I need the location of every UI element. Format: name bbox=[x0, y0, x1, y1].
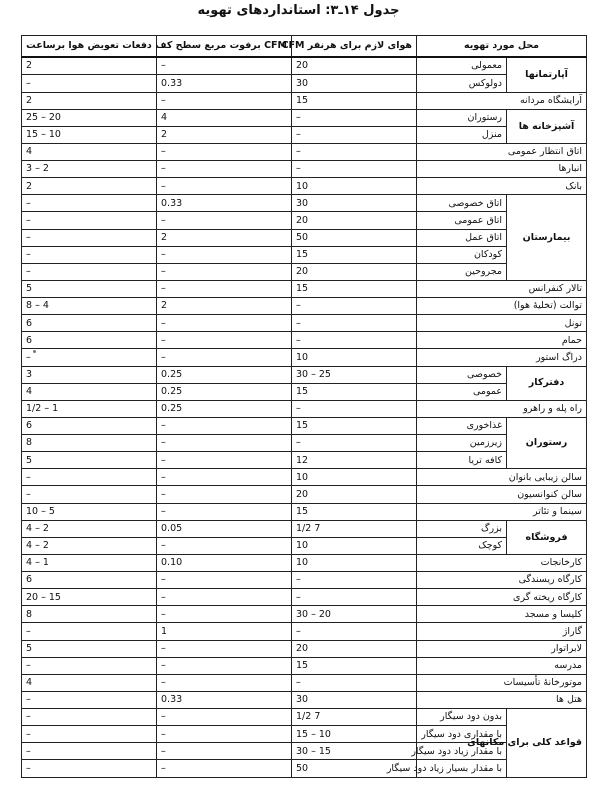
table-row bbox=[22, 486, 587, 503]
air-changes-cell: 5 bbox=[22, 280, 157, 297]
table-row bbox=[22, 263, 587, 280]
table-row bbox=[22, 657, 587, 674]
air-per-person-cell: 10 – 15 bbox=[292, 726, 417, 743]
air-changes-cell: – bbox=[22, 246, 157, 263]
air-changes-cell: – bbox=[22, 691, 157, 708]
cfm-per-floor-cell: 4 bbox=[157, 109, 292, 126]
air-per-person-cell: 20 bbox=[292, 486, 417, 503]
air-changes-cell: 2 bbox=[22, 178, 157, 195]
air-per-person-cell: – bbox=[292, 143, 417, 160]
cfm-per-floor-cell: – bbox=[157, 606, 292, 623]
air-changes-cell: 10 – 15 bbox=[22, 126, 157, 143]
air-per-person-cell: – bbox=[292, 332, 417, 349]
air-changes-cell: – bbox=[22, 349, 157, 366]
sublocation-cell: با مقدار زیاد دود سیگار bbox=[417, 743, 507, 760]
table-row bbox=[22, 143, 587, 160]
air-changes-cell: – bbox=[22, 760, 157, 778]
cfm-per-floor-cell: 0.25 bbox=[157, 366, 292, 383]
air-per-person-cell: 20 bbox=[292, 640, 417, 657]
air-per-person-cell: 50 bbox=[292, 229, 417, 246]
location-cell: موتورخانهٔ تأسیسات bbox=[417, 674, 587, 691]
table-row bbox=[22, 366, 587, 383]
air-per-person-cell: – bbox=[292, 589, 417, 606]
air-changes-cell: – bbox=[22, 623, 157, 640]
air-per-person-cell: 15 bbox=[292, 246, 417, 263]
cfm-per-floor-cell: 0.05 bbox=[157, 520, 292, 537]
air-per-person-cell: 15 – 30 bbox=[292, 743, 417, 760]
air-changes-cell: 8 bbox=[22, 435, 157, 452]
cfm-per-floor-cell: – bbox=[157, 657, 292, 674]
table-row bbox=[22, 280, 587, 297]
table-row bbox=[22, 640, 587, 657]
group-cell: آشپزخانه ها bbox=[507, 109, 587, 143]
cfm-per-floor-cell: 2 bbox=[157, 298, 292, 315]
air-changes-cell: – bbox=[22, 709, 157, 726]
air-per-person-cell: – bbox=[292, 161, 417, 178]
table-row bbox=[22, 92, 587, 109]
location-cell: تونل bbox=[417, 315, 587, 332]
table-row bbox=[22, 623, 587, 640]
table-row bbox=[22, 572, 587, 589]
air-changes-cell: 1 – 1/2 bbox=[22, 400, 157, 417]
cfm-per-floor-cell: 0.25 bbox=[157, 383, 292, 400]
air-per-person-cell: 15 bbox=[292, 92, 417, 109]
air-per-person-cell: 7 1/2 bbox=[292, 709, 417, 726]
air-per-person-cell: 7 1/2 bbox=[292, 520, 417, 537]
air-changes-cell: 6 bbox=[22, 417, 157, 434]
cfm-per-floor-cell: – bbox=[157, 280, 292, 297]
air-changes-cell: – bbox=[22, 726, 157, 743]
sublocation-cell: زیرزمین bbox=[417, 435, 507, 452]
table-row bbox=[22, 298, 587, 315]
air-changes-cell: – bbox=[22, 657, 157, 674]
cfm-per-floor-cell: – bbox=[157, 178, 292, 195]
sublocation-cell: معمولی bbox=[417, 57, 507, 75]
group-cell: قواعد کلی برای مکانهای bbox=[507, 709, 587, 778]
cfm-per-floor-cell: – bbox=[157, 452, 292, 469]
table-row bbox=[22, 349, 587, 366]
location-cell: راه پله و راهرو bbox=[417, 400, 587, 417]
cfm-per-floor-cell: – bbox=[157, 743, 292, 760]
air-per-person-cell: 10 bbox=[292, 469, 417, 486]
air-changes-cell: 20 – 25 bbox=[22, 109, 157, 126]
cfm-per-floor-cell: 1 bbox=[157, 623, 292, 640]
cfm-per-floor-cell: – bbox=[157, 537, 292, 554]
table-header-row bbox=[22, 36, 587, 58]
table-row bbox=[22, 57, 587, 75]
table-row bbox=[22, 503, 587, 520]
location-cell: کلیسا و مسجد bbox=[417, 606, 587, 623]
air-changes-cell: – bbox=[22, 195, 157, 212]
table-row bbox=[22, 126, 587, 143]
air-per-person-cell: 15 bbox=[292, 503, 417, 520]
cfm-per-floor-cell: – bbox=[157, 246, 292, 263]
air-changes-cell: 2 bbox=[22, 57, 157, 75]
group-cell: دفترکار bbox=[507, 366, 587, 400]
header-cfm-per-floor: CFM برفوت مربع سطح کف bbox=[157, 36, 292, 58]
air-changes-cell: 6 bbox=[22, 572, 157, 589]
air-per-person-cell: 25 – 30 bbox=[292, 366, 417, 383]
table-row bbox=[22, 229, 587, 246]
air-per-person-cell: 30 bbox=[292, 691, 417, 708]
air-changes-cell: 6 bbox=[22, 315, 157, 332]
air-changes-cell: 4 bbox=[22, 674, 157, 691]
air-changes-cell: 4 bbox=[22, 383, 157, 400]
location-cell: هتل ها bbox=[417, 691, 587, 708]
air-per-person-cell: 30 bbox=[292, 195, 417, 212]
cfm-per-floor-cell: 2 bbox=[157, 229, 292, 246]
cfm-per-floor-cell: – bbox=[157, 760, 292, 778]
air-changes-cell: 5 – 10 bbox=[22, 503, 157, 520]
location-cell: کارخانجات bbox=[417, 554, 587, 571]
table-row bbox=[22, 400, 587, 417]
header-air-changes: دفعات تعویض هوا برساعت bbox=[22, 36, 157, 58]
sublocation-cell: اتاق خصوصی bbox=[417, 195, 507, 212]
cfm-per-floor-cell: 0.33 bbox=[157, 195, 292, 212]
air-per-person-cell: – bbox=[292, 400, 417, 417]
location-cell: انبارها bbox=[417, 161, 587, 178]
table-row bbox=[22, 178, 587, 195]
cfm-per-floor-cell: – bbox=[157, 640, 292, 657]
group-cell: بیمارستان bbox=[507, 195, 587, 281]
table-row bbox=[22, 554, 587, 571]
air-changes-cell: – bbox=[22, 212, 157, 229]
sublocation-cell: بدون دود سیگار bbox=[417, 709, 507, 726]
table-row bbox=[22, 75, 587, 92]
air-changes-cell: – bbox=[22, 229, 157, 246]
table-row bbox=[22, 469, 587, 486]
cfm-per-floor-cell: 0.33 bbox=[157, 691, 292, 708]
air-changes-cell: – bbox=[22, 743, 157, 760]
air-changes-cell: – bbox=[22, 469, 157, 486]
table-row bbox=[22, 383, 587, 400]
location-cell: سالن زیبایی بانوان bbox=[417, 469, 587, 486]
cfm-per-floor-cell: – bbox=[157, 143, 292, 160]
table-row bbox=[22, 452, 587, 469]
air-changes-cell: 5 bbox=[22, 640, 157, 657]
table-row bbox=[22, 760, 587, 778]
group-cell: آپارتمانها bbox=[507, 57, 587, 92]
air-per-person-cell: 15 bbox=[292, 657, 417, 674]
header-location: محل مورد تهویه bbox=[417, 36, 587, 58]
sublocation-cell: کودکان bbox=[417, 246, 507, 263]
air-per-person-cell: – bbox=[292, 623, 417, 640]
air-per-person-cell: – bbox=[292, 572, 417, 589]
sublocation-cell: اتاق عمومی bbox=[417, 212, 507, 229]
air-per-person-cell: 10 bbox=[292, 349, 417, 366]
air-changes-cell: – bbox=[22, 263, 157, 280]
cfm-per-floor-cell: – bbox=[157, 503, 292, 520]
air-changes-cell: 2 – 4 bbox=[22, 520, 157, 537]
air-changes-cell: 4 – 8 bbox=[22, 298, 157, 315]
cfm-per-floor-cell: 0.25 bbox=[157, 400, 292, 417]
table-row bbox=[22, 161, 587, 178]
scan-speck bbox=[33, 350, 36, 353]
cfm-per-floor-cell: – bbox=[157, 435, 292, 452]
ventilation-standards-table bbox=[21, 35, 587, 778]
cfm-per-floor-cell: – bbox=[157, 726, 292, 743]
table-row bbox=[22, 332, 587, 349]
air-per-person-cell: 15 bbox=[292, 383, 417, 400]
air-changes-cell: 2 bbox=[22, 92, 157, 109]
table-row bbox=[22, 520, 587, 537]
air-changes-cell: 2 – 3 bbox=[22, 161, 157, 178]
group-cell: رستوران bbox=[507, 417, 587, 468]
cfm-per-floor-cell: – bbox=[157, 349, 292, 366]
table-row bbox=[22, 537, 587, 554]
cfm-per-floor-cell: – bbox=[157, 315, 292, 332]
table-row bbox=[22, 315, 587, 332]
air-per-person-cell: 20 bbox=[292, 57, 417, 75]
cfm-per-floor-cell: – bbox=[157, 263, 292, 280]
table-row bbox=[22, 212, 587, 229]
cfm-per-floor-cell: – bbox=[157, 161, 292, 178]
location-cell: مدرسه bbox=[417, 657, 587, 674]
location-cell: بانک bbox=[417, 178, 587, 195]
group-cell: فروشگاه bbox=[507, 520, 587, 554]
table-title: جدول ۱۴ـ۳: استانداردهای تهویه bbox=[197, 3, 400, 18]
cfm-per-floor-cell: 0.10 bbox=[157, 554, 292, 571]
sublocation-cell: با مقدار بسیار زیاد دود سیگار bbox=[417, 760, 507, 778]
sublocation-cell: اتاق عمل bbox=[417, 229, 507, 246]
air-per-person-cell: 10 bbox=[292, 537, 417, 554]
cfm-per-floor-cell: – bbox=[157, 417, 292, 434]
air-changes-cell: – bbox=[22, 486, 157, 503]
location-cell: سینما و تئاتر bbox=[417, 503, 587, 520]
air-changes-cell: 1 – 4 bbox=[22, 554, 157, 571]
table-body bbox=[22, 57, 587, 778]
air-per-person-cell: 10 bbox=[292, 178, 417, 195]
sublocation-cell: دولوکس bbox=[417, 75, 507, 92]
air-per-person-cell: 10 bbox=[292, 554, 417, 571]
location-cell: گاراژ bbox=[417, 623, 587, 640]
table-row bbox=[22, 674, 587, 691]
table-row bbox=[22, 417, 587, 434]
air-per-person-cell: – bbox=[292, 126, 417, 143]
air-changes-cell: 4 bbox=[22, 143, 157, 160]
location-cell: حمام bbox=[417, 332, 587, 349]
cfm-per-floor-cell: – bbox=[157, 469, 292, 486]
air-per-person-cell: 20 bbox=[292, 263, 417, 280]
location-cell: دراگ استور bbox=[417, 349, 587, 366]
air-changes-cell: 6 bbox=[22, 332, 157, 349]
sublocation-cell: مجروحین bbox=[417, 263, 507, 280]
sublocation-cell: کوچک bbox=[417, 537, 507, 554]
sublocation-cell: کافه تریا bbox=[417, 452, 507, 469]
cfm-per-floor-cell: – bbox=[157, 332, 292, 349]
location-cell: کارگاه ریسندگی bbox=[417, 572, 587, 589]
table-row bbox=[22, 109, 587, 126]
air-per-person-cell: 30 bbox=[292, 75, 417, 92]
air-per-person-cell: 50 bbox=[292, 760, 417, 778]
air-per-person-cell: 20 – 30 bbox=[292, 606, 417, 623]
air-changes-cell: 8 bbox=[22, 606, 157, 623]
air-per-person-cell: 15 bbox=[292, 280, 417, 297]
air-per-person-cell: – bbox=[292, 315, 417, 332]
sublocation-cell: خصوصی bbox=[417, 366, 507, 383]
cfm-per-floor-cell: – bbox=[157, 92, 292, 109]
air-changes-cell: 5 bbox=[22, 452, 157, 469]
air-per-person-cell: 15 bbox=[292, 417, 417, 434]
table-row bbox=[22, 589, 587, 606]
air-per-person-cell: – bbox=[292, 109, 417, 126]
cfm-per-floor-cell: – bbox=[157, 572, 292, 589]
cfm-per-floor-cell: 2 bbox=[157, 126, 292, 143]
air-per-person-cell: – bbox=[292, 435, 417, 452]
air-changes-cell: – bbox=[22, 75, 157, 92]
air-per-person-cell: – bbox=[292, 674, 417, 691]
air-changes-cell: 3 bbox=[22, 366, 157, 383]
location-cell: کارگاه ریخته گری bbox=[417, 589, 587, 606]
table-row bbox=[22, 691, 587, 708]
table-row bbox=[22, 195, 587, 212]
cfm-per-floor-cell: – bbox=[157, 212, 292, 229]
table-row bbox=[22, 743, 587, 760]
cfm-per-floor-cell: – bbox=[157, 57, 292, 75]
cfm-per-floor-cell: – bbox=[157, 709, 292, 726]
location-cell: توالت (تخلیهٔ هوا) bbox=[417, 298, 587, 315]
air-changes-cell: 15 – 20 bbox=[22, 589, 157, 606]
location-cell: سالن کنوانسیون bbox=[417, 486, 587, 503]
sublocation-cell: منزل bbox=[417, 126, 507, 143]
table-row bbox=[22, 435, 587, 452]
table-row bbox=[22, 606, 587, 623]
sublocation-cell: غذاخوری bbox=[417, 417, 507, 434]
sublocation-cell: با مقداری دود سیگار bbox=[417, 726, 507, 743]
air-changes-cell: 2 – 4 bbox=[22, 537, 157, 554]
header-air-per-person: هوای لازم برای هرنفر CFM bbox=[292, 36, 417, 58]
cfm-per-floor-cell: – bbox=[157, 589, 292, 606]
location-cell: تالار کنفرانس bbox=[417, 280, 587, 297]
air-per-person-cell: 20 bbox=[292, 212, 417, 229]
sublocation-cell: عمومی bbox=[417, 383, 507, 400]
location-cell: آرایشگاه مردانه bbox=[417, 92, 587, 109]
location-cell: لابراتوار bbox=[417, 640, 587, 657]
air-per-person-cell: – bbox=[292, 298, 417, 315]
cfm-per-floor-cell: – bbox=[157, 674, 292, 691]
cfm-per-floor-cell: – bbox=[157, 486, 292, 503]
table-row bbox=[22, 709, 587, 726]
air-per-person-cell: 12 bbox=[292, 452, 417, 469]
location-cell: اتاق انتظار عمومی bbox=[417, 143, 587, 160]
cfm-per-floor-cell: 0.33 bbox=[157, 75, 292, 92]
sublocation-cell: رستوران bbox=[417, 109, 507, 126]
sublocation-cell: بزرگ bbox=[417, 520, 507, 537]
table-row bbox=[22, 246, 587, 263]
